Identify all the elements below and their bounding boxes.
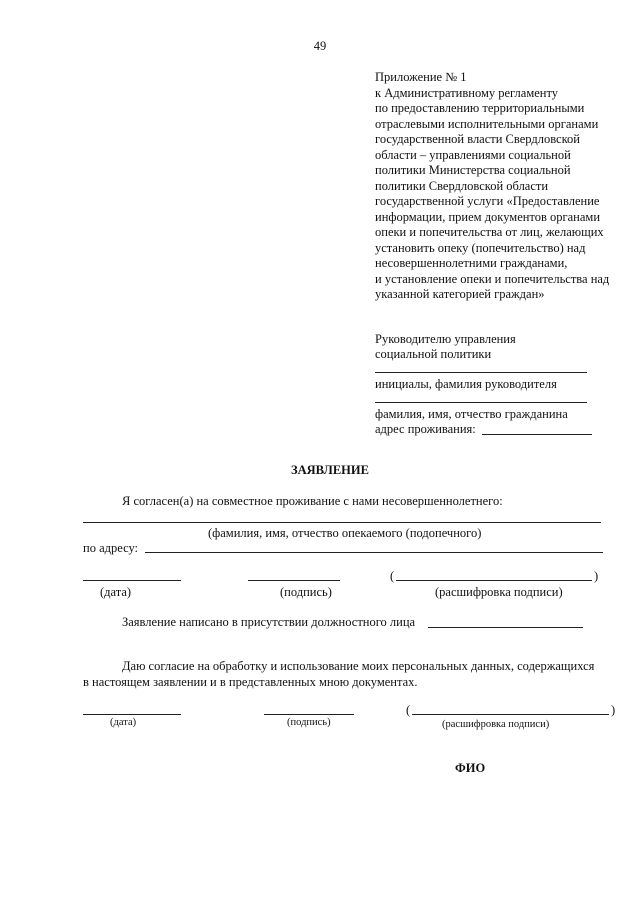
decoding-caption-2: (расшифровка подписи) <box>442 719 550 730</box>
appendix-line: установить опеку (попечительство) над <box>375 240 586 255</box>
fio-label: ФИО <box>455 761 486 775</box>
appendix-header <box>375 70 609 303</box>
appendix-line: области – управлениями социальной <box>375 147 571 162</box>
document-title: ЗАЯВЛЕНИЕ <box>291 463 369 477</box>
open-paren-1: ( <box>390 569 395 583</box>
head-name-caption: инициалы, фамилия руководителя <box>375 377 557 391</box>
date-caption-2: (дата) <box>110 717 137 728</box>
appendix-line: к Административному регламенту <box>375 85 559 100</box>
applicant-name-line[interactable] <box>375 402 587 403</box>
address-line[interactable] <box>482 434 592 435</box>
decoding-line-1[interactable] <box>396 580 592 581</box>
decoding-caption-1: (расшифровка подписи) <box>435 585 563 599</box>
signature-line-1[interactable] <box>248 580 340 581</box>
open-paren-2: ( <box>406 703 411 717</box>
date-caption-1: (дата) <box>100 585 132 599</box>
appendix-line: политики Свердловской области <box>375 178 549 193</box>
pd-consent-line-1: Даю согласие на обработку и использование моих персональных данных, содержащихся <box>122 659 595 673</box>
signature-caption-2: (подпись) <box>287 717 331 728</box>
pd-consent-line-2: в настоящем заявлении и в представленных мною документах. <box>83 675 418 689</box>
appendix-line: Приложение № 1 <box>375 70 467 84</box>
ward-address-line[interactable] <box>145 552 603 553</box>
appendix-line: указанной категорией граждан» <box>375 287 545 301</box>
written-presence-text: Заявление написано в присутствии должностного лица <box>122 615 416 629</box>
address-prefix: по адресу: <box>83 541 139 555</box>
appendix-line: государственной власти Свердловской <box>375 132 580 146</box>
date-line-1[interactable] <box>83 580 181 581</box>
addressee-line-1: Руководителю управления <box>375 332 516 346</box>
decoding-line-2[interactable] <box>412 714 609 715</box>
addressee-line-2: социальной политики <box>375 347 492 361</box>
applicant-name-caption: фамилия, имя, отчество гражданина <box>375 407 568 421</box>
official-line[interactable] <box>428 627 583 628</box>
appendix-line: информации, прием документов органами <box>375 209 601 224</box>
head-name-line[interactable] <box>375 372 587 373</box>
signature-line-2[interactable] <box>264 714 354 715</box>
date-line-2[interactable] <box>83 714 181 715</box>
signature-caption-1: (подпись) <box>280 585 332 599</box>
appendix-line: несовершеннолетними гражданами, <box>375 256 568 270</box>
appendix-line: политики Министерства социальной <box>375 163 571 177</box>
appendix-line: опеки и попечительства от лиц, желающих <box>375 225 604 239</box>
page-number: 49 <box>313 39 327 53</box>
cohabitation-consent-text: Я согласен(а) на совместное проживание с нами несовершеннолетнего: <box>122 494 503 508</box>
close-paren-1: ) <box>594 569 599 583</box>
ward-name-line[interactable] <box>83 522 601 523</box>
ward-name-caption: (фамилия, имя, отчество опекаемого (подопечного) <box>208 526 482 540</box>
appendix-line: государственной услуги «Предоставление <box>375 194 600 208</box>
close-paren-2: ) <box>611 703 616 717</box>
appendix-line: и установление опеки и попечительства над <box>375 271 610 286</box>
appendix-line: по предоставлению территориальными <box>375 101 585 115</box>
appendix-line: отраслевыми исполнительными органами <box>375 116 599 131</box>
address-label: адрес проживания: <box>375 422 476 436</box>
